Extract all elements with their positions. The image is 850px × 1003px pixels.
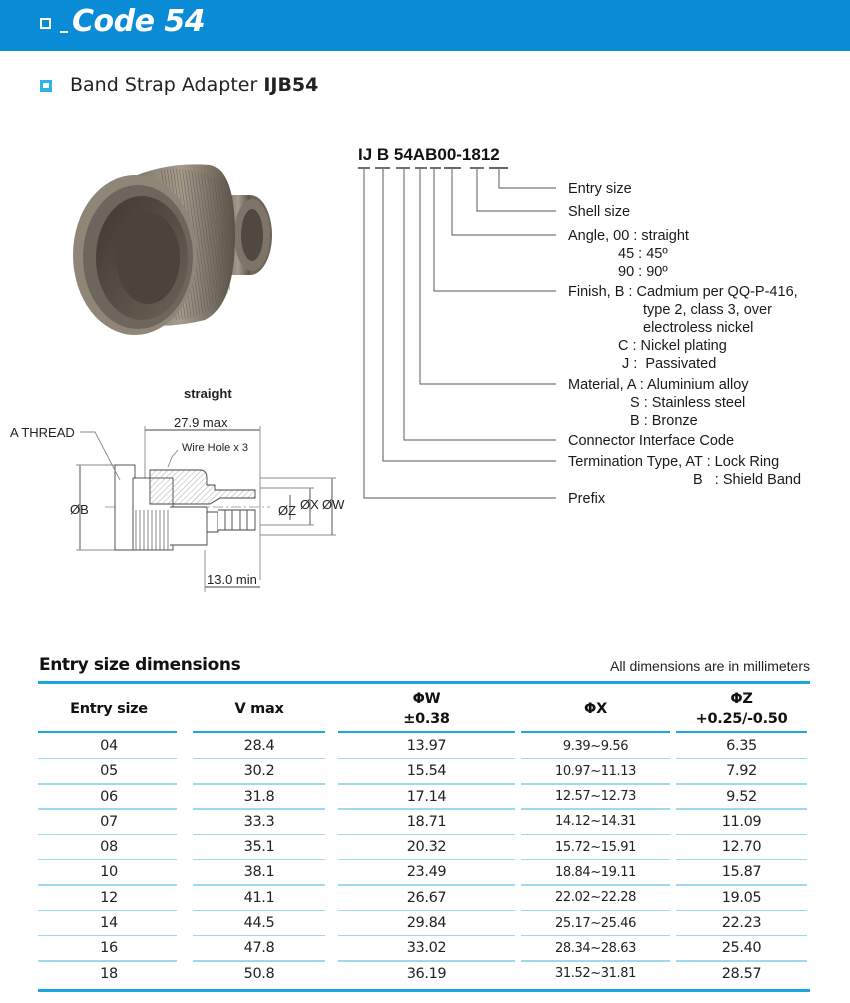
- desc-finish: Finish, B : Cadmium per QQ-P-416,: [568, 284, 798, 300]
- table-units-note: All dimensions are in millimeters: [610, 658, 810, 674]
- desc-angle-45: 45 : 45º: [618, 246, 668, 262]
- cell-dia-z: 9.52: [726, 788, 757, 805]
- cell-dia-z: 12.70: [721, 839, 762, 856]
- cell-dia-x: 28.34~28.63: [555, 940, 636, 956]
- cell-dia-x: 15.72~15.91: [555, 839, 636, 855]
- cell-dia-w: 13.97: [406, 738, 447, 754]
- desc-angle: Angle, 00 : straight: [568, 228, 689, 244]
- label-wire-hole: Wire Hole x 3: [182, 442, 249, 454]
- column-header-label: ΦZ: [730, 691, 753, 707]
- desc-finish-line2: type 2, class 3, over: [643, 302, 772, 318]
- desc-finish-line3: electroless nickel: [643, 320, 754, 336]
- desc-material-b: B : Bronze: [630, 413, 698, 429]
- cell-dia-z: 11.09: [721, 813, 762, 830]
- cell-dia-x: 25.17~25.46: [555, 915, 636, 931]
- label-dia-w: ØW: [322, 497, 345, 512]
- page-title: Code 54: [72, 4, 206, 39]
- leader-angle: [452, 168, 556, 235]
- cell-dia-w: 26.67: [406, 889, 447, 906]
- product-part: IJB54: [263, 74, 319, 96]
- cell-dia-w: 15.54: [406, 763, 447, 780]
- desc-angle-90: 90 : 90º: [618, 264, 668, 280]
- column-header-dia-w: [335, 684, 518, 734]
- header-rule: [521, 731, 670, 733]
- cell-entry-size: 05: [100, 763, 118, 780]
- cell-v-max: 44.5: [243, 915, 275, 932]
- cell-entry-size: 08: [100, 839, 118, 856]
- table-bottom-rule: [38, 989, 810, 992]
- desc-shell-size: Shell size: [568, 204, 631, 220]
- column-header-label: V max: [234, 701, 284, 717]
- cell-v-max: 33.3: [243, 813, 275, 830]
- leader-prefix: [364, 168, 556, 498]
- leader-interface: [404, 168, 556, 440]
- cell-v-max: 31.8: [243, 788, 275, 805]
- cell-dia-w: 20.32: [406, 839, 447, 856]
- leader-shell-size: [477, 168, 556, 211]
- column-header-label: Entry size: [70, 701, 148, 717]
- cell-v-max: 38.1: [243, 864, 275, 881]
- cell-v-max: 50.8: [243, 965, 275, 982]
- part-number-code: IJ B 54AB00-1812: [358, 145, 500, 164]
- column-header-dia-z: [673, 684, 810, 734]
- label-length-max: 27.9 max: [174, 415, 228, 430]
- table-row: [38, 936, 810, 961]
- cell-dia-x: 31.52~31.81: [555, 966, 636, 982]
- label-dia-b: ØB: [70, 502, 89, 517]
- column-header-label: ΦX: [584, 701, 607, 717]
- desc-termination-b: B : Shield Band: [693, 472, 802, 488]
- column-header-v-max: [190, 684, 328, 734]
- cell-dia-w: 33.02: [406, 940, 447, 957]
- label-dia-x: ØX: [300, 497, 319, 512]
- cell-dia-x: 10.97~11.13: [555, 763, 636, 779]
- desc-entry-size: Entry size: [568, 181, 632, 197]
- column-header-tolerance: +0.25/-0.50: [695, 711, 788, 727]
- label-a-thread: A THREAD: [10, 425, 75, 440]
- cell-dia-w: 17.14: [406, 788, 447, 805]
- header-rule: [338, 731, 515, 733]
- desc-termination: Termination Type, AT : Lock Ring: [568, 454, 780, 470]
- header-rule: [38, 731, 177, 733]
- leader-material: [420, 168, 556, 384]
- leader-termination: [383, 168, 556, 461]
- desc-material: Material, A : Aluminium alloy: [568, 377, 749, 393]
- table-row: [38, 860, 810, 885]
- table-row: [38, 886, 810, 911]
- cell-dia-x: 14.12~14.31: [555, 814, 636, 830]
- table-title: Entry size dimensions: [39, 655, 241, 675]
- desc-material-s: S : Stainless steel: [630, 395, 746, 411]
- cell-dia-x: 9.39~9.56: [562, 738, 629, 754]
- cell-dia-x: 22.02~22.28: [555, 890, 636, 906]
- label-length-min: 13.0 min: [207, 572, 257, 587]
- cell-v-max: 28.4: [243, 738, 275, 754]
- cell-entry-size: 07: [100, 813, 118, 830]
- cell-dia-z: 15.87: [721, 864, 762, 881]
- cell-entry-size: 16: [100, 940, 118, 957]
- cell-entry-size: 10: [100, 864, 118, 881]
- cell-dia-w: 23.49: [406, 864, 447, 881]
- cell-dia-z: 22.23: [721, 915, 762, 932]
- header-rule: [193, 731, 325, 733]
- table-row: [38, 810, 810, 835]
- column-header-tolerance: ±0.38: [403, 711, 450, 727]
- product-name: Band Strap Adapter: [70, 74, 258, 96]
- drawing-title: straight: [184, 386, 232, 401]
- cell-dia-w: 18.71: [406, 813, 447, 830]
- cell-v-max: 41.1: [243, 889, 275, 906]
- leader-entry-size: [499, 168, 556, 188]
- table-row: [38, 962, 810, 987]
- table-row: [38, 785, 810, 810]
- cell-entry-size: 04: [100, 738, 118, 754]
- cell-dia-z: 25.40: [721, 940, 762, 957]
- column-header-label: ΦW: [412, 691, 441, 707]
- table-header-row: [38, 684, 810, 734]
- desc-finish-j: J : Passivated: [622, 356, 717, 372]
- table-row: [38, 759, 810, 784]
- column-header-entry-size: [38, 684, 180, 734]
- cell-entry-size: 18: [100, 965, 118, 982]
- table-row: [38, 734, 810, 759]
- cell-dia-w: 29.84: [406, 915, 447, 932]
- header-rule: [676, 731, 807, 733]
- cell-dia-z: 28.57: [721, 965, 762, 982]
- column-header-dia-x: [518, 684, 673, 734]
- desc-finish-c: C : Nickel plating: [618, 338, 727, 354]
- dimensions-table: [38, 684, 810, 987]
- cell-entry-size: 06: [100, 788, 118, 805]
- table-row: [38, 911, 810, 936]
- cell-dia-w: 36.19: [406, 965, 447, 982]
- cell-dia-x: 12.57~12.73: [555, 789, 636, 805]
- desc-interface: Connector Interface Code: [568, 433, 735, 449]
- cell-entry-size: 14: [100, 915, 118, 932]
- cell-v-max: 30.2: [243, 763, 275, 780]
- cell-dia-z: 6.35: [726, 738, 757, 754]
- table-body: [38, 734, 810, 987]
- cell-dia-z: 19.05: [721, 889, 762, 906]
- cell-dia-x: 18.84~19.11: [555, 864, 636, 880]
- cell-dia-z: 7.92: [726, 763, 757, 780]
- table-row: [38, 835, 810, 860]
- label-dia-z: ØZ: [278, 503, 297, 518]
- cell-v-max: 35.1: [243, 839, 275, 856]
- cell-entry-size: 12: [100, 889, 118, 906]
- cell-v-max: 47.8: [243, 940, 275, 957]
- desc-prefix: Prefix: [568, 491, 606, 507]
